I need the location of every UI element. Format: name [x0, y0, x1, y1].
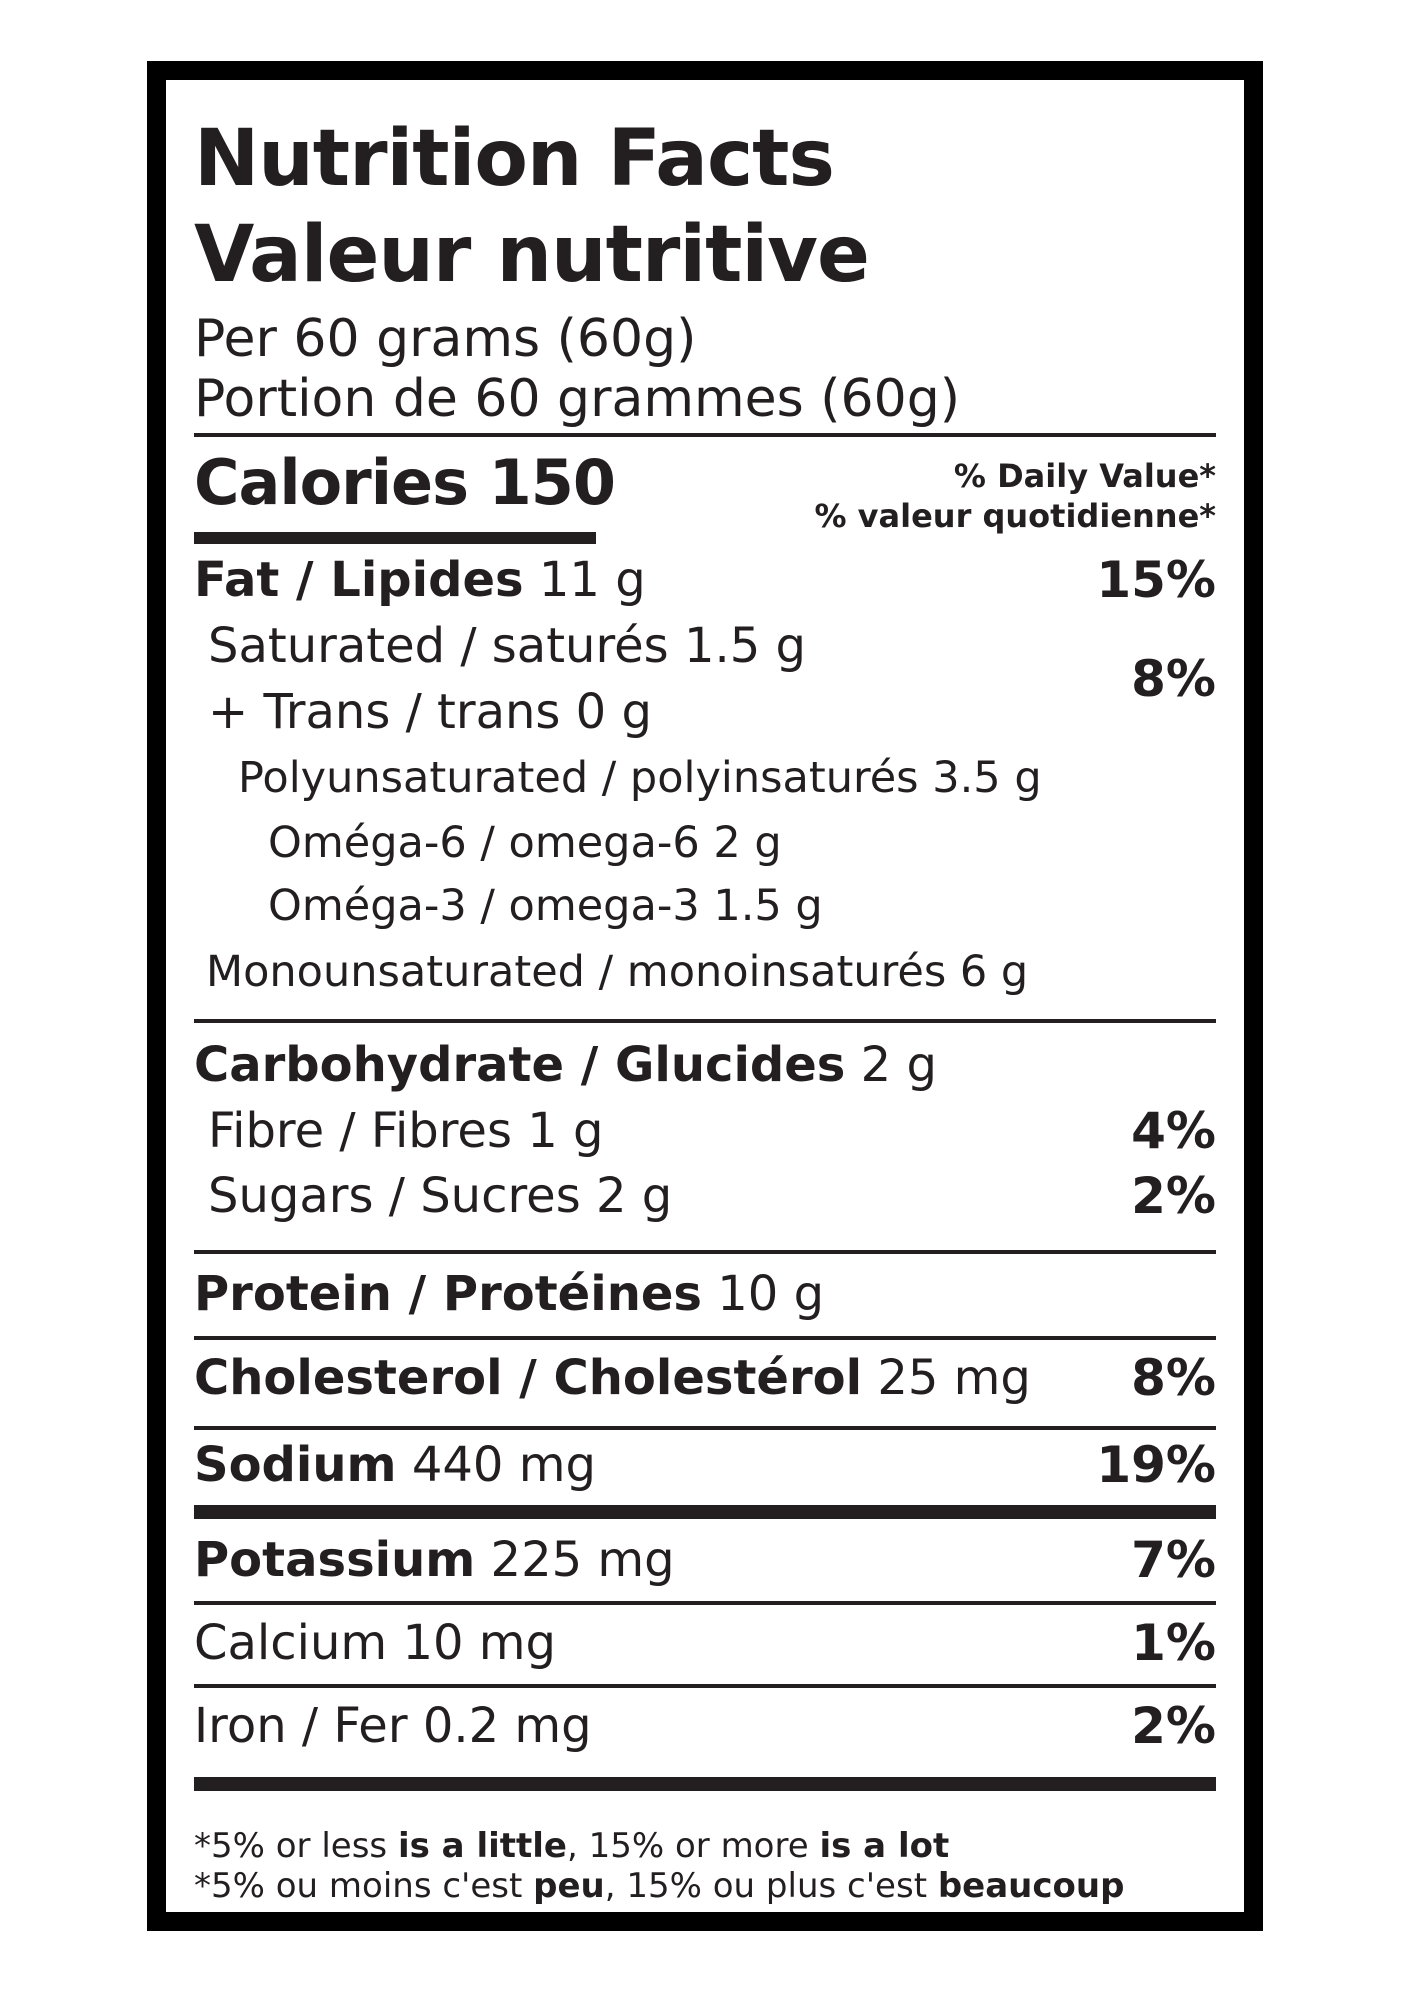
sugars-row	[208, 1166, 1216, 1226]
saturated-label: Saturated / saturés	[208, 618, 669, 674]
label-content	[194, 80, 1216, 1912]
divider-after-carbohydrate	[194, 1250, 1216, 1254]
saturated-trans-dv-row	[194, 649, 1216, 709]
footnote-english-part: *5% or less	[194, 1826, 398, 1866]
omega3-label: Oméga-3 / omega-3	[268, 881, 700, 931]
calories-row	[194, 446, 615, 519]
carbohydrate-row	[194, 1035, 1216, 1095]
footnote-english	[194, 1826, 949, 1866]
iron-row	[194, 1696, 1216, 1756]
calcium-label: Calcium	[194, 1615, 388, 1671]
calories-label: Calories	[194, 446, 468, 519]
omega6-row	[268, 813, 1216, 873]
protein-row	[194, 1264, 1216, 1324]
divider-thin	[194, 433, 1216, 437]
calcium-amount: 10 mg	[402, 1615, 556, 1671]
divider-after-calcium	[194, 1684, 1216, 1688]
carbohydrate-amount: 2 g	[860, 1037, 937, 1093]
iron-amount: 0.2 mg	[422, 1698, 592, 1754]
fibre-amount: 1 g	[527, 1103, 604, 1159]
divider-after-cholesterol	[194, 1426, 1216, 1430]
divider-after-protein	[194, 1336, 1216, 1340]
polyunsaturated-label: Polyunsaturated / polyinsaturés	[238, 753, 919, 803]
fibre-daily-value: 4%	[1131, 1102, 1216, 1160]
protein-label: Protein / Protéines	[194, 1266, 702, 1322]
trans-label: + Trans / trans	[208, 684, 561, 740]
calcium-row	[194, 1613, 1216, 1673]
footnote-french	[194, 1866, 1124, 1906]
monounsaturated-row	[206, 942, 1216, 1002]
cholesterol-row	[194, 1348, 1216, 1408]
calcium-daily-value: 1%	[1131, 1614, 1216, 1672]
serving-size-french: Portion de 60 grammes (60g)	[194, 369, 960, 429]
footnote-french-part: *5% ou moins c'est	[194, 1866, 534, 1906]
fibre-label: Fibre / Fibres	[208, 1103, 512, 1159]
iron-label: Iron / Fer	[194, 1698, 408, 1754]
footnote-english-part: , 15% or more	[566, 1826, 820, 1866]
omega3-row	[268, 876, 1216, 936]
footnote-french-part: , 15% ou plus c'est	[604, 1866, 938, 1906]
saturated-amount: 1.5 g	[683, 618, 806, 674]
cholesterol-label: Cholesterol / Cholestérol	[194, 1350, 863, 1406]
footnote-english-bold: is a little	[397, 1826, 567, 1866]
title-english: Nutrition Facts	[194, 114, 834, 204]
fibre-row	[208, 1101, 1216, 1161]
fat-amount: 11 g	[538, 552, 646, 608]
daily-value-header-french: % valeur quotidienne*	[814, 497, 1216, 535]
omega3-amount: 1.5 g	[713, 881, 823, 931]
serving-size-english: Per 60 grams (60g)	[194, 309, 697, 369]
daily-value-header-english: % Daily Value*	[953, 457, 1216, 495]
potassium-row	[194, 1530, 1216, 1590]
sodium-label: Sodium	[194, 1437, 397, 1493]
trans-amount: 0 g	[575, 684, 652, 740]
footnote-english-bold: is a lot	[819, 1826, 950, 1866]
monounsaturated-amount: 6 g	[959, 947, 1029, 997]
nutrition-facts-label	[147, 61, 1263, 1931]
footnote-french-bold: peu	[533, 1866, 605, 1906]
omega6-amount: 2 g	[713, 818, 782, 868]
fat-row	[194, 550, 1216, 610]
fat-daily-value: 15%	[1096, 551, 1216, 609]
sodium-daily-value: 19%	[1096, 1436, 1216, 1494]
divider-calories-thick	[194, 532, 596, 544]
iron-daily-value: 2%	[1131, 1697, 1216, 1755]
polyunsaturated-amount: 3.5 g	[932, 753, 1042, 803]
divider-after-potassium	[194, 1601, 1216, 1605]
sodium-row	[194, 1435, 1216, 1495]
protein-amount: 10 g	[717, 1266, 825, 1322]
potassium-daily-value: 7%	[1131, 1531, 1216, 1589]
sodium-amount: 440 mg	[411, 1437, 596, 1493]
sugars-amount: 2 g	[595, 1168, 673, 1224]
potassium-label: Potassium	[194, 1532, 476, 1588]
footnote-french-bold: beaucoup	[937, 1866, 1125, 1906]
polyunsaturated-row	[238, 748, 1216, 808]
cholesterol-amount: 25 mg	[877, 1350, 1031, 1406]
saturated-trans-daily-value: 8%	[1131, 650, 1216, 708]
divider-thick-after-sodium	[194, 1505, 1216, 1519]
potassium-amount: 225 mg	[490, 1532, 675, 1588]
sugars-daily-value: 2%	[1131, 1167, 1216, 1225]
calories-value: 150	[488, 446, 615, 519]
sugars-label: Sugars / Sucres	[208, 1168, 581, 1224]
divider-thick-bottom	[194, 1777, 1216, 1791]
monounsaturated-label: Monounsaturated / monoinsaturés	[206, 947, 947, 997]
omega6-label: Oméga-6 / omega-6	[268, 818, 700, 868]
carbohydrate-label: Carbohydrate / Glucides	[194, 1037, 846, 1093]
divider-after-fat	[194, 1019, 1216, 1023]
title-french: Valeur nutritive	[194, 210, 869, 300]
cholesterol-daily-value: 8%	[1131, 1349, 1216, 1407]
fat-label: Fat / Lipides	[194, 552, 524, 608]
